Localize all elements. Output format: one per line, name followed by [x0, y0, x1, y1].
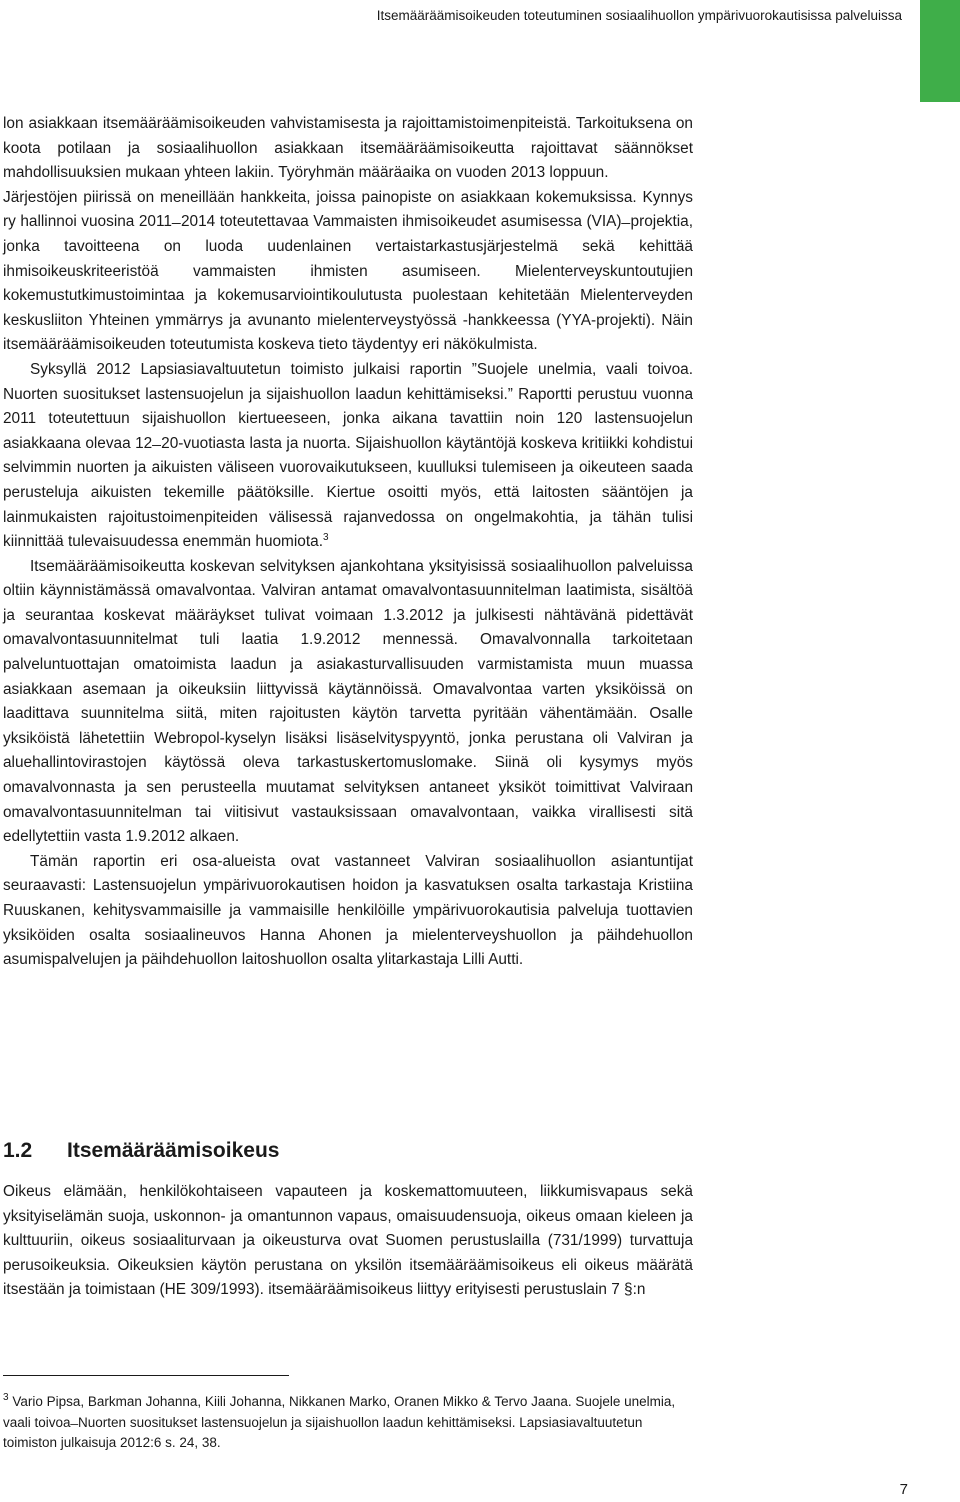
paragraph-3 [3, 358, 693, 555]
section-paragraph-1: Oikeus elämään, henkilökohtaiseen vapauteen ja koskemattomuuteen, liikkumisvapaus sekä yksityiselämän suoja, uskonnon- ja omantunnon vapaus, omaisuudensuoja, oikeus omaan kieleen ja kulttuuriin, oikeus sosiaaliturvaan ja oikeusturva ovat Suomen perustuslailla (731/1999) turvattuja perusoikeuksia. Oikeuksien käytön perustana on yksilön itsemääräämisoikeus eli oikeus määrätä itsestään ja toimistaan (HE 309/1993). itsemääräämisoikeus liittyy erityisesti perustuslain 7 §:n [3, 1183, 693, 1299]
section-number: 1.2 [3, 1139, 33, 1162]
paragraph-2: Järjestöjen piirissä on meneillään hankkeita, joissa painopiste on asiakkaan kokemuksissa. Kynnys ry hallinnoi vuosina 2011 ̶ 2014 toteutettavaa Vammaisten ihmisoikeudet asumisessa (VIA) ̶ projektia, jonka tavoitteena on luoda uudenlainen vertaistarkastusjärjestelmä sekä kehittää ihmisoikeuskriteeristöä vammaisten ihmisten asumiseen. Mielenterveyskuntoutujien kokemustutkimustoimintaa ja kokemusarviointikoulutusta puolestaan kehitetään Mielenterveyden keskusliiton Yhteinen ymmärrys ja avunanto mielenterveystyössä -hankkeessa (YYA-projekti). Näin itsemääräämisoikeuden toteutumista koskeva tieto täydentyy eri näkökulmista. [3, 188, 693, 354]
paragraph-5: Tämän raportin eri osa-alueista ovat vastanneet Valviran sosiaalihuollon asiantuntijat seuraavasti: Lastensuojelun ympärivuorokautisen hoidon ja kasvatuksen osalta tarkastaja Kristiina Ruuskanen, kehitysvammaisille ja vammaisille henkilöille ympärivuorokautisia palveluja tuottavien yksiköiden osalta sosiaalineuvos Hanna Ahonen ja mielenterveyshuollon ja päihdehuollon asumispalvelujen ja päihdehuollon laitoshuollon osalta ylitarkastaja Lilli Autti. [3, 852, 693, 969]
footnote-divider [3, 1375, 289, 1376]
footnote [3, 1392, 693, 1454]
paragraph-1: lon asiakkaan itsemääräämisoikeuden vahvistamisesta ja rajoittamistoimenpiteistä. Tarkoituksena on koota potilaan ja sosiaalihuollon asiakkaan itsemääräämisoikeutta rajoittavat säännökset mahdollisuuksien mukaan yhteen lakiin. Työryhmän määräaika on vuoden 2013 loppuun. [3, 115, 693, 182]
section-text [3, 1180, 693, 1303]
footnote-text: Vario Pipsa, Barkman Johanna, Kiili Johanna, Nikkanen Marko, Oranen Mikko & Tervo Jaana. Suojele unelmia, vaali toivoa ̶ Nuorten suositukset lastensuojelun ja sijaishuollon laadun kehittämiseksi. Lapsiasiavaltuutetun toimiston julkaisuja 2012:6 s. 24, 38. [3, 1394, 676, 1450]
footnote-ref: 3 [322, 532, 329, 544]
page-number: 7 [899, 1481, 908, 1498]
body-text [3, 112, 693, 973]
section-title: Itsemääräämisoikeus [67, 1139, 280, 1162]
chapter-color-tab [920, 0, 960, 102]
section-heading [3, 1139, 279, 1163]
footnote-marker: 3 [3, 1392, 9, 1403]
paragraph-3-text: Syksyllä 2012 Lapsiasiavaltuutetun toimisto julkaisi raportin ”Suojele unelmia, vaali toivoa. Nuorten suositukset lastensuojelun ja sijaishuollon laadun kehittämiseksi.” Raportti perustuu vuonna 2011 toteutettuun sijaishuollon kiertueeseen, jonka aikana tavattiin noin 120 lastensuojelun asiakkaana olevaa 12 ̶ 20-vuotiasta lasta ja nuorta. Sijaishuollon käytäntöjä koskeva kritiikki kohdistui selvimmin nuorten ja aikuisten väliseen vuorovaikutukseen, kuulluksi tulemiseen ja oikeuteen saada perusteluja aikuisten tekemille päätöksille. Kiertue osoitti myös, että laitosten sääntöjen ja lainmukaisten rajoitustoimenpiteiden välisessä rajanvedossa on ongelmakohtia, ja tähän tulisi kiinnittää tulevaisuudessa enemmän huomiota. [3, 360, 693, 551]
paragraph-4: Itsemääräämisoikeutta koskevan selvityksen ajankohtana yksityisissä sosiaalihuollon palveluissa oltiin käynnistämässä omavalvontaa. Valviran antamat omavalvontasuunnitelman laatimista, sisältöä ja seurantaa koskevat määräykset tulivat voimaan 1.3.2012 ja julkisesti nähtävänä pidettävät omavalvontasuunnitelmat tuli laatia 1.9.2012 mennessä. Omavalvonnalla tarkoitetaan palveluntuottajan omatoimista laadun ja asiakasturvallisuuden varmistamista muun muassa asiakkaan asemaan ja oikeuksiin liittyvissä käytännöissä. Omavalvontaa varten yksiköissä on laadittava suunnitelma siitä, miten rajoitusten käytön tarvetta pyritään vähentämään. Osalle yksiköistä lähetettiin Webropol-kyselyn lisäksi lisäselvityspyyntö, jonka perustana oli Valviran ja aluehallintovirastojen käytössä oleva tarkastuskertomuslomake. Siinä oli kysymys myös omavalvonnasta ja sen perusteella muutamat selvityksen antaneet yksiköt toimittivat Valviraan omavalvontasuunnitelman tai viitisivut vastauksissaan omavalvontaan, vaikka virallisesti sitä edellytettiin vasta 1.9.2012 alkaen. [3, 557, 693, 846]
running-header: Itsemääräämisoikeuden toteutuminen sosiaalihuollon ympärivuorokautisissa palveluissa [376, 8, 902, 23]
